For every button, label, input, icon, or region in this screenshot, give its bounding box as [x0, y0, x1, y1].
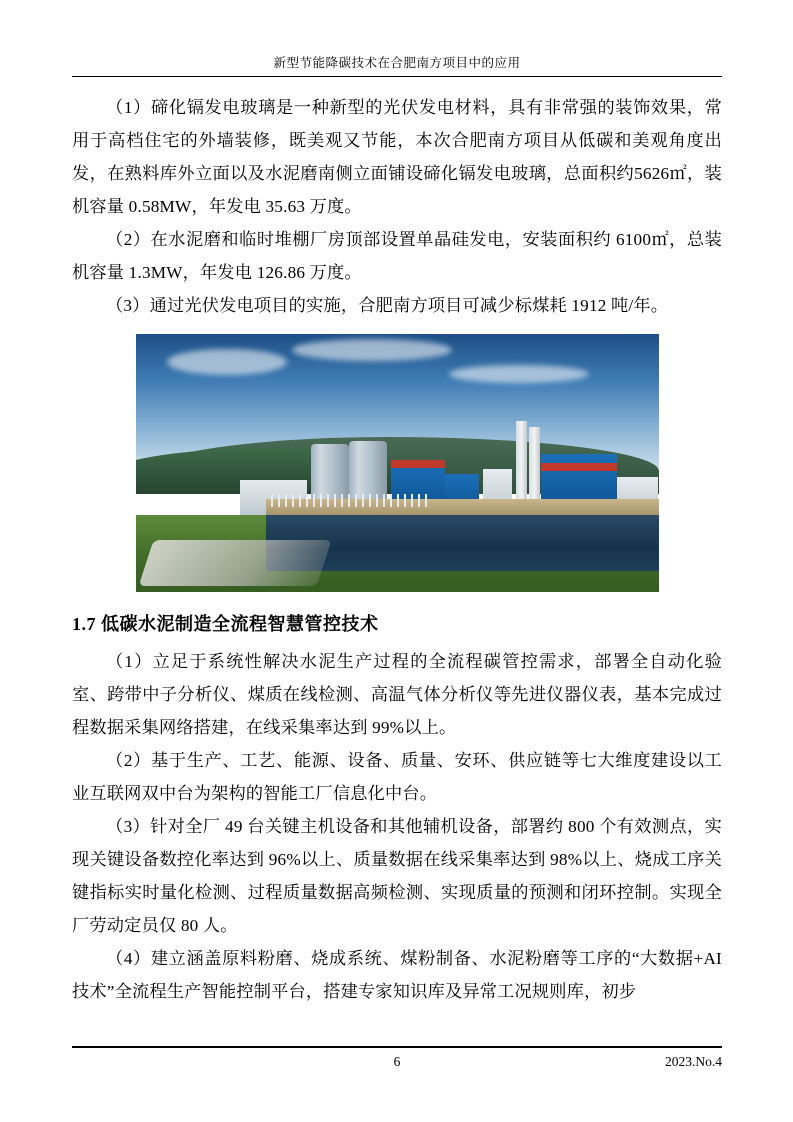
footer-divider [72, 1046, 722, 1048]
photo-fence [271, 494, 428, 507]
issue-label: 2023.No.4 [665, 1054, 722, 1069]
body-text [72, 91, 722, 1008]
paragraph-2: （2）在水泥磨和临时堆棚厂房顶部设置单晶硅发电，安装面积约 6100㎡，总装机容量 1.3MW，年发电 126.86 万度。 [72, 230, 722, 282]
figure-block [72, 334, 722, 597]
cement-plant-photo [136, 334, 659, 592]
photo-path [138, 540, 331, 586]
photo-red-stripe [391, 460, 445, 468]
header-divider [72, 76, 722, 77]
page-content [72, 54, 722, 1008]
page-footer [72, 1046, 722, 1073]
paragraph-1: （1）碲化镉发电玻璃是一种新型的光伏发电材料，具有非常强的装饰效果，常用于高档住宅的外墙装修，既美观又节能，本次合肥南方项目从低碳和美观角度出发，在熟料库外立面以及水泥磨南侧立面铺设碲化镉发电玻璃，总面积约5626㎡，装机容量 0.58MW，年发电 35.63 万度。 [72, 98, 722, 216]
section-heading: 1.7 低碳水泥制造全流程智慧管控技术 [72, 614, 379, 634]
section-paragraph-4: （4）建立涵盖原料粉磨、烧成系统、煤粉制备、水泥粉磨等工序的“大数据+AI 技术”全流程生产智能控制平台，搭建专家知识库及异常工况规则库，初步 [72, 949, 722, 1001]
section-paragraph-1: （1）立足于系统性解决水泥生产过程的全流程碳管控需求，部署全自动化验室、跨带中子分析仪、煤质在线检测、高温气体分析仪等先进仪器仪表，基本完成过程数据采集网络搭建，在线采集率达到 99%以上。 [72, 652, 722, 737]
photo-red-stripe [541, 463, 616, 471]
section-paragraph-2: （2）基于生产、工艺、能源、设备、质量、安环、供应链等七大维度建设以工业互联网双中台为架构的智能工厂信息化中台。 [72, 751, 722, 803]
photo-cloud [449, 365, 589, 383]
header-title: 新型节能降碳技术在合肥南方项目中的应用 [273, 56, 521, 70]
paragraph-3: （3）通过光伏发电项目的实施，合肥南方项目可减少标煤耗 1912 吨/年。 [106, 296, 669, 315]
section-paragraph-3: （3）针对全厂 49 台关键主机设备和其他辅机设备，部署约 800 个有效测点，实现关键设备数控化率达到 96%以上、质量数据在线采集率达到 98%以上、烧成工序关键指标实时量化检测、过程质量数据高频检测、实现质量的预测和闭环控制。实现全厂劳动定员仅 80 人。 [72, 817, 722, 935]
running-header [72, 54, 722, 77]
page-number: 6 [393, 1054, 401, 1069]
